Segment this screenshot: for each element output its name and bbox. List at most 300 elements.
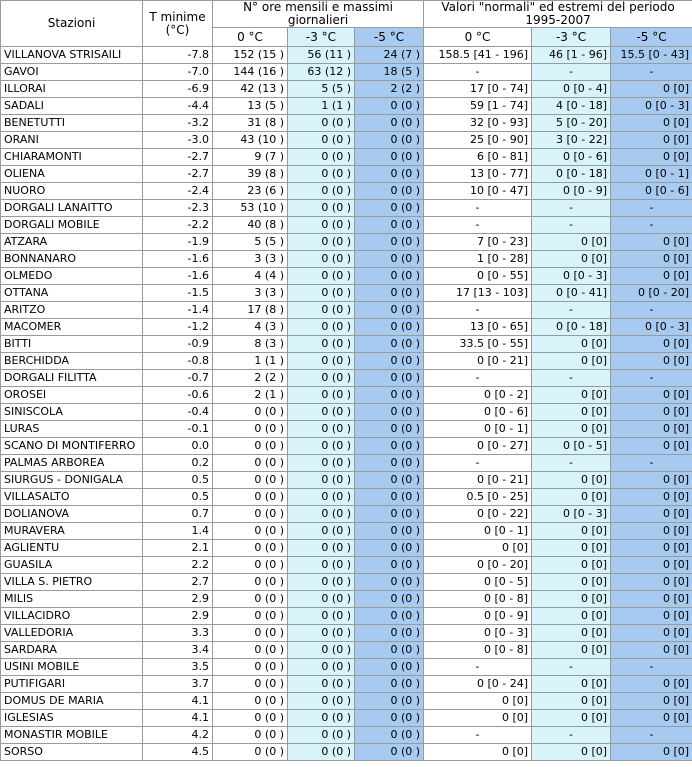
normal-minus5c: - xyxy=(611,302,692,319)
table-row xyxy=(1,676,692,693)
hours-minus3c: 0 (0 ) xyxy=(288,234,355,251)
tmin-value: -3.2 xyxy=(143,115,213,132)
hours-minus5c: 0 (0 ) xyxy=(355,574,424,591)
hours-minus3c: 0 (0 ) xyxy=(288,540,355,557)
hours-0c: 3 (3 ) xyxy=(213,285,288,302)
tmin-value: 4.1 xyxy=(143,693,213,710)
table-row xyxy=(1,438,692,455)
hours-minus3c: 1 (1 ) xyxy=(288,98,355,115)
table-row xyxy=(1,591,692,608)
tmin-value: -7.0 xyxy=(143,64,213,81)
normal-0c: 13 [0 - 77] xyxy=(424,166,532,183)
normal-minus5c: - xyxy=(611,659,692,676)
tmin-value: 4.1 xyxy=(143,710,213,727)
hours-0c: 42 (13 ) xyxy=(213,81,288,98)
hours-minus3c: 0 (0 ) xyxy=(288,659,355,676)
hours-0c: 2 (2 ) xyxy=(213,370,288,387)
normal-0c: 0 [0 - 27] xyxy=(424,438,532,455)
normal-minus5c: 0 [0] xyxy=(611,489,692,506)
table-row xyxy=(1,387,692,404)
table-row xyxy=(1,574,692,591)
table-row xyxy=(1,404,692,421)
station-name: OTTANA xyxy=(1,285,143,302)
hours-minus3c: 0 (0 ) xyxy=(288,166,355,183)
tmin-value: 0.7 xyxy=(143,506,213,523)
normal-minus3c: 0 [0 - 5] xyxy=(532,438,611,455)
hours-minus5c: 0 (0 ) xyxy=(355,659,424,676)
normal-minus5c: 0 [0] xyxy=(611,387,692,404)
station-name: DOMUS DE MARIA xyxy=(1,693,143,710)
station-name: OROSEI xyxy=(1,387,143,404)
normal-minus5c: 0 [0] xyxy=(611,421,692,438)
hours-minus3c: 0 (0 ) xyxy=(288,217,355,234)
hours-minus5c: 24 (7 ) xyxy=(355,47,424,64)
normal-0c: 0 [0 - 6] xyxy=(424,404,532,421)
hours-0c: 4 (3 ) xyxy=(213,319,288,336)
hours-minus5c: 0 (0 ) xyxy=(355,370,424,387)
hours-0c: 13 (5 ) xyxy=(213,98,288,115)
station-name: USINI MOBILE xyxy=(1,659,143,676)
hours-0c: 0 (0 ) xyxy=(213,676,288,693)
station-name: SCANO DI MONTIFERRO xyxy=(1,438,143,455)
normal-minus3c: 0 [0] xyxy=(532,234,611,251)
hours-0c: 43 (10 ) xyxy=(213,132,288,149)
table-row xyxy=(1,710,692,727)
tmin-value: -0.4 xyxy=(143,404,213,421)
hours-minus5c: 0 (0 ) xyxy=(355,421,424,438)
normal-minus3c: 0 [0] xyxy=(532,404,611,421)
normal-0c: 0 [0 - 9] xyxy=(424,608,532,625)
hours-minus3c: 0 (0 ) xyxy=(288,132,355,149)
tmin-value: 2.2 xyxy=(143,557,213,574)
hours-minus5c: 0 (0 ) xyxy=(355,540,424,557)
station-name: DORGALI LANAITTO xyxy=(1,200,143,217)
hours-minus5c: 0 (0 ) xyxy=(355,285,424,302)
hours-minus5c: 0 (0 ) xyxy=(355,625,424,642)
table-row xyxy=(1,217,692,234)
tmin-value: -2.2 xyxy=(143,217,213,234)
normal-minus5c: - xyxy=(611,200,692,217)
tmin-value: -1.4 xyxy=(143,302,213,319)
table-header xyxy=(1,1,692,47)
hours-0c: 0 (0 ) xyxy=(213,710,288,727)
hours-minus3c: 0 (0 ) xyxy=(288,676,355,693)
table-row xyxy=(1,64,692,81)
normal-minus3c: 0 [0] xyxy=(532,472,611,489)
hours-minus3c: 0 (0 ) xyxy=(288,744,355,761)
hours-0c: 3 (3 ) xyxy=(213,251,288,268)
normal-0c: 0 [0] xyxy=(424,540,532,557)
station-name: BITTI xyxy=(1,336,143,353)
hours-minus3c: 0 (0 ) xyxy=(288,387,355,404)
table-row xyxy=(1,251,692,268)
tmin-value: -3.0 xyxy=(143,132,213,149)
station-name: DORGALI FILITTA xyxy=(1,370,143,387)
header-tmin-line1: T minime xyxy=(149,9,206,24)
normal-minus5c: 0 [0] xyxy=(611,472,692,489)
header-group-normals xyxy=(424,1,692,28)
normal-0c: 33.5 [0 - 55] xyxy=(424,336,532,353)
normal-minus3c: 0 [0] xyxy=(532,693,611,710)
hours-minus5c: 0 (0 ) xyxy=(355,591,424,608)
tmin-value: 2.9 xyxy=(143,591,213,608)
hours-minus5c: 0 (0 ) xyxy=(355,319,424,336)
tmin-value: -6.9 xyxy=(143,81,213,98)
normal-0c: - xyxy=(424,727,532,744)
station-name: BONNANARO xyxy=(1,251,143,268)
hours-minus5c: 0 (0 ) xyxy=(355,251,424,268)
table-row xyxy=(1,183,692,200)
table-row xyxy=(1,200,692,217)
tmin-value: 2.1 xyxy=(143,540,213,557)
normal-0c: 0 [0] xyxy=(424,710,532,727)
normal-minus3c: 0 [0] xyxy=(532,421,611,438)
tmin-value: -1.6 xyxy=(143,251,213,268)
station-name: MACOMER xyxy=(1,319,143,336)
normal-0c: 7 [0 - 23] xyxy=(424,234,532,251)
table-row xyxy=(1,115,692,132)
normal-minus3c: - xyxy=(532,302,611,319)
hours-0c: 0 (0 ) xyxy=(213,659,288,676)
normal-0c: - xyxy=(424,217,532,234)
hours-0c: 0 (0 ) xyxy=(213,591,288,608)
normal-minus3c: 0 [0] xyxy=(532,625,611,642)
normal-0c: - xyxy=(424,370,532,387)
normal-minus3c: 0 [0] xyxy=(532,557,611,574)
hours-minus3c: 0 (0 ) xyxy=(288,404,355,421)
tmin-value: -1.6 xyxy=(143,268,213,285)
normal-minus3c: 0 [0] xyxy=(532,744,611,761)
tmin-value: -2.7 xyxy=(143,149,213,166)
hours-0c: 40 (8 ) xyxy=(213,217,288,234)
hours-0c: 39 (8 ) xyxy=(213,166,288,183)
station-name: ILLORAI xyxy=(1,81,143,98)
hours-minus3c: 0 (0 ) xyxy=(288,115,355,132)
hours-minus3c: 0 (0 ) xyxy=(288,591,355,608)
hours-minus5c: 0 (0 ) xyxy=(355,302,424,319)
normal-0c: 0 [0 - 1] xyxy=(424,523,532,540)
table-row xyxy=(1,455,692,472)
hours-minus3c: 0 (0 ) xyxy=(288,489,355,506)
table-row xyxy=(1,557,692,574)
normal-minus3c: - xyxy=(532,217,611,234)
hours-0c: 0 (0 ) xyxy=(213,642,288,659)
tmin-value: 3.7 xyxy=(143,676,213,693)
station-name: LURAS xyxy=(1,421,143,438)
hours-minus3c: 0 (0 ) xyxy=(288,268,355,285)
hours-minus3c: 0 (0 ) xyxy=(288,574,355,591)
normal-minus5c: 0 [0] xyxy=(611,404,692,421)
hours-0c: 0 (0 ) xyxy=(213,625,288,642)
hours-minus3c: 5 (5 ) xyxy=(288,81,355,98)
station-name: PUTIFIGARI xyxy=(1,676,143,693)
hours-0c: 0 (0 ) xyxy=(213,506,288,523)
hours-0c: 0 (0 ) xyxy=(213,574,288,591)
table-row xyxy=(1,47,692,64)
normal-minus3c: 0 [0 - 9] xyxy=(532,183,611,200)
normal-0c: 0 [0 - 22] xyxy=(424,506,532,523)
normal-minus3c: 0 [0 - 3] xyxy=(532,268,611,285)
table-row xyxy=(1,353,692,370)
station-name: IGLESIAS xyxy=(1,710,143,727)
hours-minus5c: 0 (0 ) xyxy=(355,727,424,744)
normal-minus5c: 0 [0] xyxy=(611,591,692,608)
hours-minus3c: 0 (0 ) xyxy=(288,506,355,523)
normal-minus5c: 0 [0] xyxy=(611,642,692,659)
normal-0c: 1 [0 - 28] xyxy=(424,251,532,268)
tmin-value: 0.0 xyxy=(143,438,213,455)
hours-minus5c: 0 (0 ) xyxy=(355,472,424,489)
table-row xyxy=(1,642,692,659)
table-row xyxy=(1,608,692,625)
normal-0c: 0 [0 - 2] xyxy=(424,387,532,404)
normal-0c: 0.5 [0 - 25] xyxy=(424,489,532,506)
normal-0c: 0 [0 - 20] xyxy=(424,557,532,574)
header-group-hours-line1: N° ore mensili e massimi xyxy=(243,0,393,14)
hours-0c: 1 (1 ) xyxy=(213,353,288,370)
normal-minus5c: 0 [0] xyxy=(611,234,692,251)
tmin-value: 4.2 xyxy=(143,727,213,744)
hours-0c: 0 (0 ) xyxy=(213,472,288,489)
normal-minus5c: 0 [0] xyxy=(611,268,692,285)
tmin-value: -0.7 xyxy=(143,370,213,387)
normal-minus5c: - xyxy=(611,217,692,234)
tmin-value: -0.8 xyxy=(143,353,213,370)
header-tmin-line2: (°C) xyxy=(165,22,190,37)
normal-0c: 0 [0 - 21] xyxy=(424,472,532,489)
table-row xyxy=(1,268,692,285)
station-name: ARITZO xyxy=(1,302,143,319)
normal-0c: 17 [0 - 74] xyxy=(424,81,532,98)
header-group-hours-line2: giornalieri xyxy=(287,13,349,27)
normal-minus5c: - xyxy=(611,64,692,81)
normal-0c: 0 [0 - 3] xyxy=(424,625,532,642)
hours-minus5c: 0 (0 ) xyxy=(355,200,424,217)
hours-minus3c: 0 (0 ) xyxy=(288,353,355,370)
table-row xyxy=(1,506,692,523)
tmin-value: 0.5 xyxy=(143,489,213,506)
normal-minus5c: 0 [0] xyxy=(611,251,692,268)
hours-minus5c: 0 (0 ) xyxy=(355,489,424,506)
hours-0c: 0 (0 ) xyxy=(213,421,288,438)
normal-minus5c: 0 [0 - 3] xyxy=(611,98,692,115)
hours-minus5c: 0 (0 ) xyxy=(355,98,424,115)
tmin-value: 3.3 xyxy=(143,625,213,642)
normal-minus5c: 0 [0] xyxy=(611,523,692,540)
table-row xyxy=(1,744,692,761)
normal-minus5c: 0 [0] xyxy=(611,353,692,370)
header-group-normals-line2: 1995-2007 xyxy=(525,13,591,27)
normal-minus3c: - xyxy=(532,200,611,217)
hours-0c: 31 (8 ) xyxy=(213,115,288,132)
normal-0c: - xyxy=(424,455,532,472)
header-tmin xyxy=(143,1,213,47)
normal-minus3c: 3 [0 - 22] xyxy=(532,132,611,149)
hours-minus3c: 0 (0 ) xyxy=(288,455,355,472)
table-row xyxy=(1,285,692,302)
header-group-hours xyxy=(213,1,424,28)
normal-0c: 0 [0] xyxy=(424,693,532,710)
tmin-value: 3.5 xyxy=(143,659,213,676)
tmin-value: 0.2 xyxy=(143,455,213,472)
hours-0c: 4 (4 ) xyxy=(213,268,288,285)
tmin-value: -1.2 xyxy=(143,319,213,336)
hours-minus5c: 0 (0 ) xyxy=(355,268,424,285)
table-row xyxy=(1,319,692,336)
hours-0c: 152 (15 ) xyxy=(213,47,288,64)
normal-0c: - xyxy=(424,302,532,319)
normal-minus5c: 0 [0 - 6] xyxy=(611,183,692,200)
hours-0c: 0 (0 ) xyxy=(213,455,288,472)
normal-minus3c: 0 [0] xyxy=(532,353,611,370)
normal-minus5c: 0 [0 - 1] xyxy=(611,166,692,183)
hours-minus5c: 0 (0 ) xyxy=(355,166,424,183)
hours-minus5c: 0 (0 ) xyxy=(355,744,424,761)
station-name: SADALI xyxy=(1,98,143,115)
station-name: DOLIANOVA xyxy=(1,506,143,523)
normal-0c: 0 [0 - 21] xyxy=(424,353,532,370)
normal-minus3c: 0 [0] xyxy=(532,710,611,727)
hours-minus5c: 0 (0 ) xyxy=(355,217,424,234)
table-row xyxy=(1,489,692,506)
station-name: GUASILA xyxy=(1,557,143,574)
normal-minus5c: 0 [0] xyxy=(611,676,692,693)
station-name: NUORO xyxy=(1,183,143,200)
normal-0c: - xyxy=(424,659,532,676)
header-hours-0c: 0 °C xyxy=(213,28,288,47)
hours-minus3c: 0 (0 ) xyxy=(288,285,355,302)
table-row xyxy=(1,659,692,676)
table-row xyxy=(1,81,692,98)
table-row xyxy=(1,472,692,489)
normal-minus5c: - xyxy=(611,455,692,472)
table-row xyxy=(1,540,692,557)
hours-0c: 0 (0 ) xyxy=(213,693,288,710)
normal-0c: 13 [0 - 65] xyxy=(424,319,532,336)
table-row xyxy=(1,132,692,149)
header-normals-minus5c: -5 °C xyxy=(611,28,692,47)
normal-minus5c: 15.5 [0 - 43] xyxy=(611,47,692,64)
tmin-value: -4.4 xyxy=(143,98,213,115)
table-row xyxy=(1,523,692,540)
station-name: BERCHIDDA xyxy=(1,353,143,370)
hours-minus5c: 0 (0 ) xyxy=(355,404,424,421)
hours-minus3c: 0 (0 ) xyxy=(288,370,355,387)
hours-minus3c: 0 (0 ) xyxy=(288,693,355,710)
hours-0c: 0 (0 ) xyxy=(213,744,288,761)
normal-minus3c: 0 [0 - 18] xyxy=(532,319,611,336)
normal-minus3c: 0 [0 - 41] xyxy=(532,285,611,302)
table-row xyxy=(1,149,692,166)
hours-0c: 0 (0 ) xyxy=(213,608,288,625)
normal-minus5c: 0 [0] xyxy=(611,336,692,353)
hours-minus5c: 0 (0 ) xyxy=(355,336,424,353)
normal-minus5c: - xyxy=(611,727,692,744)
normal-minus3c: 0 [0] xyxy=(532,251,611,268)
hours-minus3c: 0 (0 ) xyxy=(288,438,355,455)
hours-minus5c: 0 (0 ) xyxy=(355,132,424,149)
hours-minus5c: 0 (0 ) xyxy=(355,506,424,523)
normal-minus5c: 0 [0] xyxy=(611,574,692,591)
station-name: MONASTIR MOBILE xyxy=(1,727,143,744)
hours-0c: 0 (0 ) xyxy=(213,557,288,574)
tmin-value: -0.9 xyxy=(143,336,213,353)
normal-0c: 0 [0 - 55] xyxy=(424,268,532,285)
tmin-value: -2.4 xyxy=(143,183,213,200)
hours-0c: 0 (0 ) xyxy=(213,438,288,455)
hours-0c: 144 (16 ) xyxy=(213,64,288,81)
tmin-value: -0.6 xyxy=(143,387,213,404)
normal-0c: 32 [0 - 93] xyxy=(424,115,532,132)
header-normals-minus3c: -3 °C xyxy=(532,28,611,47)
header-normals-0c: 0 °C xyxy=(424,28,532,47)
normal-0c: 17 [13 - 103] xyxy=(424,285,532,302)
normal-minus5c: 0 [0] xyxy=(611,710,692,727)
hours-minus5c: 0 (0 ) xyxy=(355,149,424,166)
station-name: CHIARAMONTI xyxy=(1,149,143,166)
header-hours-minus3c: -3 °C xyxy=(288,28,355,47)
normal-minus3c: 0 [0] xyxy=(532,676,611,693)
tmin-value: 3.4 xyxy=(143,642,213,659)
station-name: MURAVERA xyxy=(1,523,143,540)
table-row xyxy=(1,625,692,642)
table-row xyxy=(1,336,692,353)
hours-minus5c: 0 (0 ) xyxy=(355,642,424,659)
normal-minus3c: - xyxy=(532,455,611,472)
station-name: SARDARA xyxy=(1,642,143,659)
tmin-value: -0.1 xyxy=(143,421,213,438)
station-name: AGLIENTU xyxy=(1,540,143,557)
station-name: DORGALI MOBILE xyxy=(1,217,143,234)
table-row xyxy=(1,421,692,438)
hours-minus3c: 63 (12 ) xyxy=(288,64,355,81)
normal-minus3c: 4 [0 - 18] xyxy=(532,98,611,115)
normal-minus3c: 46 [1 - 96] xyxy=(532,47,611,64)
hours-minus3c: 0 (0 ) xyxy=(288,302,355,319)
normal-minus3c: 0 [0 - 4] xyxy=(532,81,611,98)
hours-minus3c: 0 (0 ) xyxy=(288,336,355,353)
normal-minus5c: 0 [0] xyxy=(611,506,692,523)
table-row xyxy=(1,302,692,319)
station-name: VALLEDORIA xyxy=(1,625,143,642)
hours-minus3c: 0 (0 ) xyxy=(288,642,355,659)
normal-minus3c: - xyxy=(532,659,611,676)
normal-minus5c: 0 [0] xyxy=(611,693,692,710)
station-name: SORSO xyxy=(1,744,143,761)
hours-minus3c: 0 (0 ) xyxy=(288,472,355,489)
normal-0c: 0 [0 - 24] xyxy=(424,676,532,693)
normal-minus3c: 0 [0] xyxy=(532,642,611,659)
station-name: BENETUTTI xyxy=(1,115,143,132)
hours-minus3c: 56 (11 ) xyxy=(288,47,355,64)
normal-0c: 10 [0 - 47] xyxy=(424,183,532,200)
normal-minus5c: 0 [0 - 20] xyxy=(611,285,692,302)
table-row xyxy=(1,727,692,744)
hours-0c: 53 (10 ) xyxy=(213,200,288,217)
hours-minus5c: 0 (0 ) xyxy=(355,455,424,472)
normal-minus5c: 0 [0] xyxy=(611,115,692,132)
normal-minus3c: 0 [0] xyxy=(532,540,611,557)
hours-minus3c: 0 (0 ) xyxy=(288,523,355,540)
hours-minus5c: 0 (0 ) xyxy=(355,710,424,727)
hours-minus3c: 0 (0 ) xyxy=(288,149,355,166)
hours-minus5c: 0 (0 ) xyxy=(355,608,424,625)
normal-minus3c: 0 [0] xyxy=(532,489,611,506)
hours-minus5c: 0 (0 ) xyxy=(355,387,424,404)
station-name: SINISCOLA xyxy=(1,404,143,421)
normal-minus5c: 0 [0] xyxy=(611,132,692,149)
tmin-value: -1.9 xyxy=(143,234,213,251)
